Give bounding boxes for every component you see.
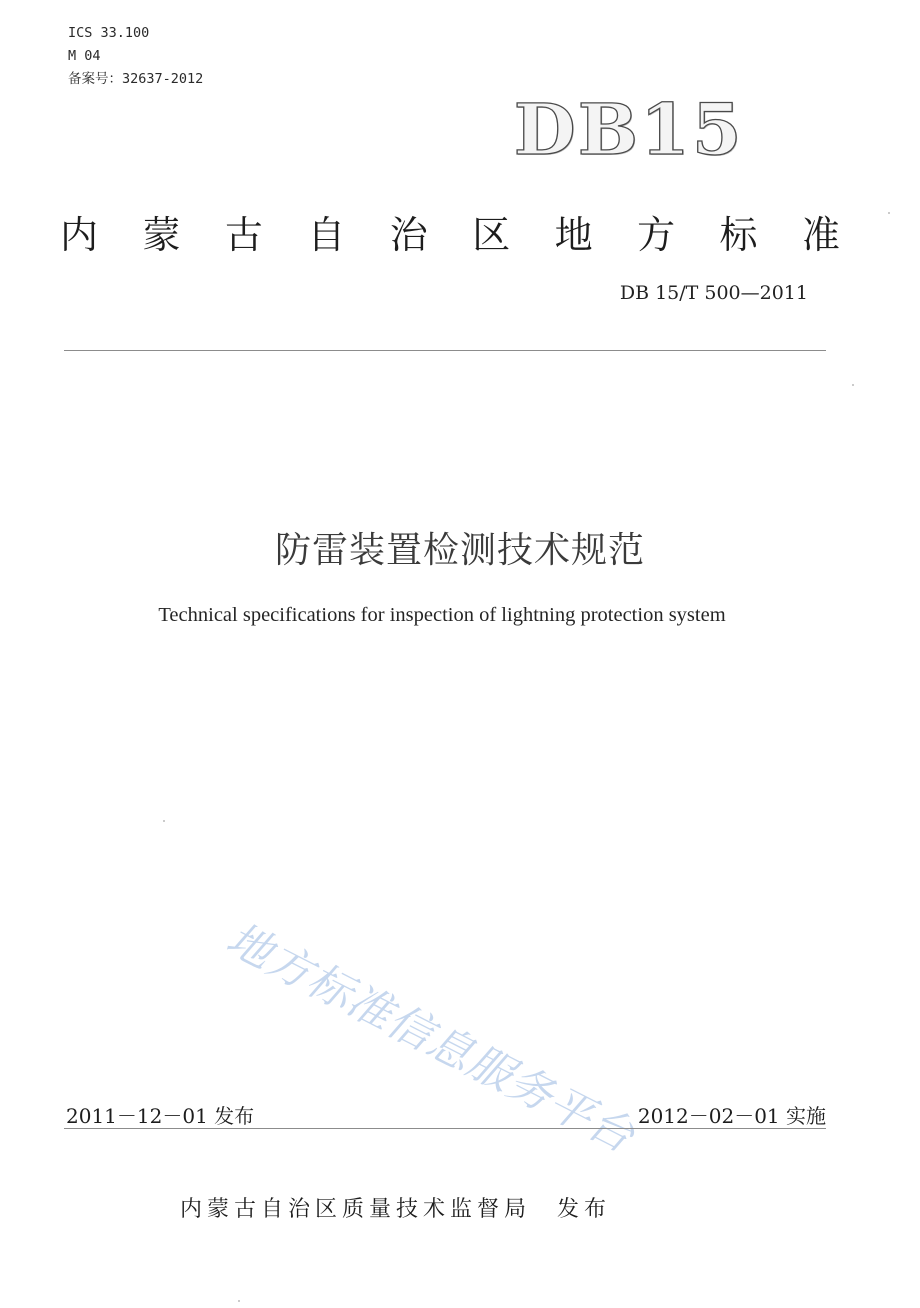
standard-type-char: 蒙 bbox=[142, 213, 181, 257]
watermark: 地方标准信息服务平台 bbox=[218, 913, 643, 1164]
standard-type-char: 内 bbox=[60, 213, 99, 257]
standard-type-char: 治 bbox=[389, 213, 428, 257]
bottom-divider bbox=[64, 1128, 826, 1129]
standard-type-char: 准 bbox=[801, 213, 840, 257]
db15-logo: DB15 bbox=[513, 88, 744, 171]
standard-type-char: 古 bbox=[224, 213, 263, 257]
document-title-english: Technical specifications for inspection of lightning protection system bbox=[158, 604, 726, 626]
publisher-action: 发布 bbox=[557, 1197, 612, 1222]
record-number: 备案号：32637-2012 bbox=[68, 71, 204, 87]
implementation-date: 2012－02－01 实施 bbox=[637, 1104, 826, 1128]
scan-speck bbox=[163, 820, 165, 822]
publisher-organization: 内蒙古自治区质量技术监督局 bbox=[180, 1197, 532, 1222]
standard-number: DB 15/T 500—2011 bbox=[619, 282, 808, 304]
standard-type-char: 区 bbox=[472, 213, 511, 257]
issue-date: 2011－12－01 发布 bbox=[66, 1104, 255, 1128]
standard-type-char: 方 bbox=[637, 213, 676, 257]
scan-speck bbox=[852, 384, 854, 386]
ics-code: ICS 33.100 bbox=[68, 25, 150, 41]
standard-type-char: 标 bbox=[719, 213, 758, 257]
scan-speck bbox=[238, 1300, 240, 1302]
document-title-chinese: 防雷装置检测技术规范 bbox=[274, 530, 645, 571]
classification-block bbox=[68, 22, 203, 91]
standard-type-char: 自 bbox=[307, 213, 346, 257]
top-divider bbox=[64, 350, 826, 351]
standard-type-title bbox=[60, 204, 840, 259]
scan-speck bbox=[888, 212, 890, 214]
publisher-line bbox=[180, 1192, 611, 1223]
standard-type-char: 地 bbox=[554, 213, 593, 257]
class-code: M 04 bbox=[68, 48, 101, 64]
